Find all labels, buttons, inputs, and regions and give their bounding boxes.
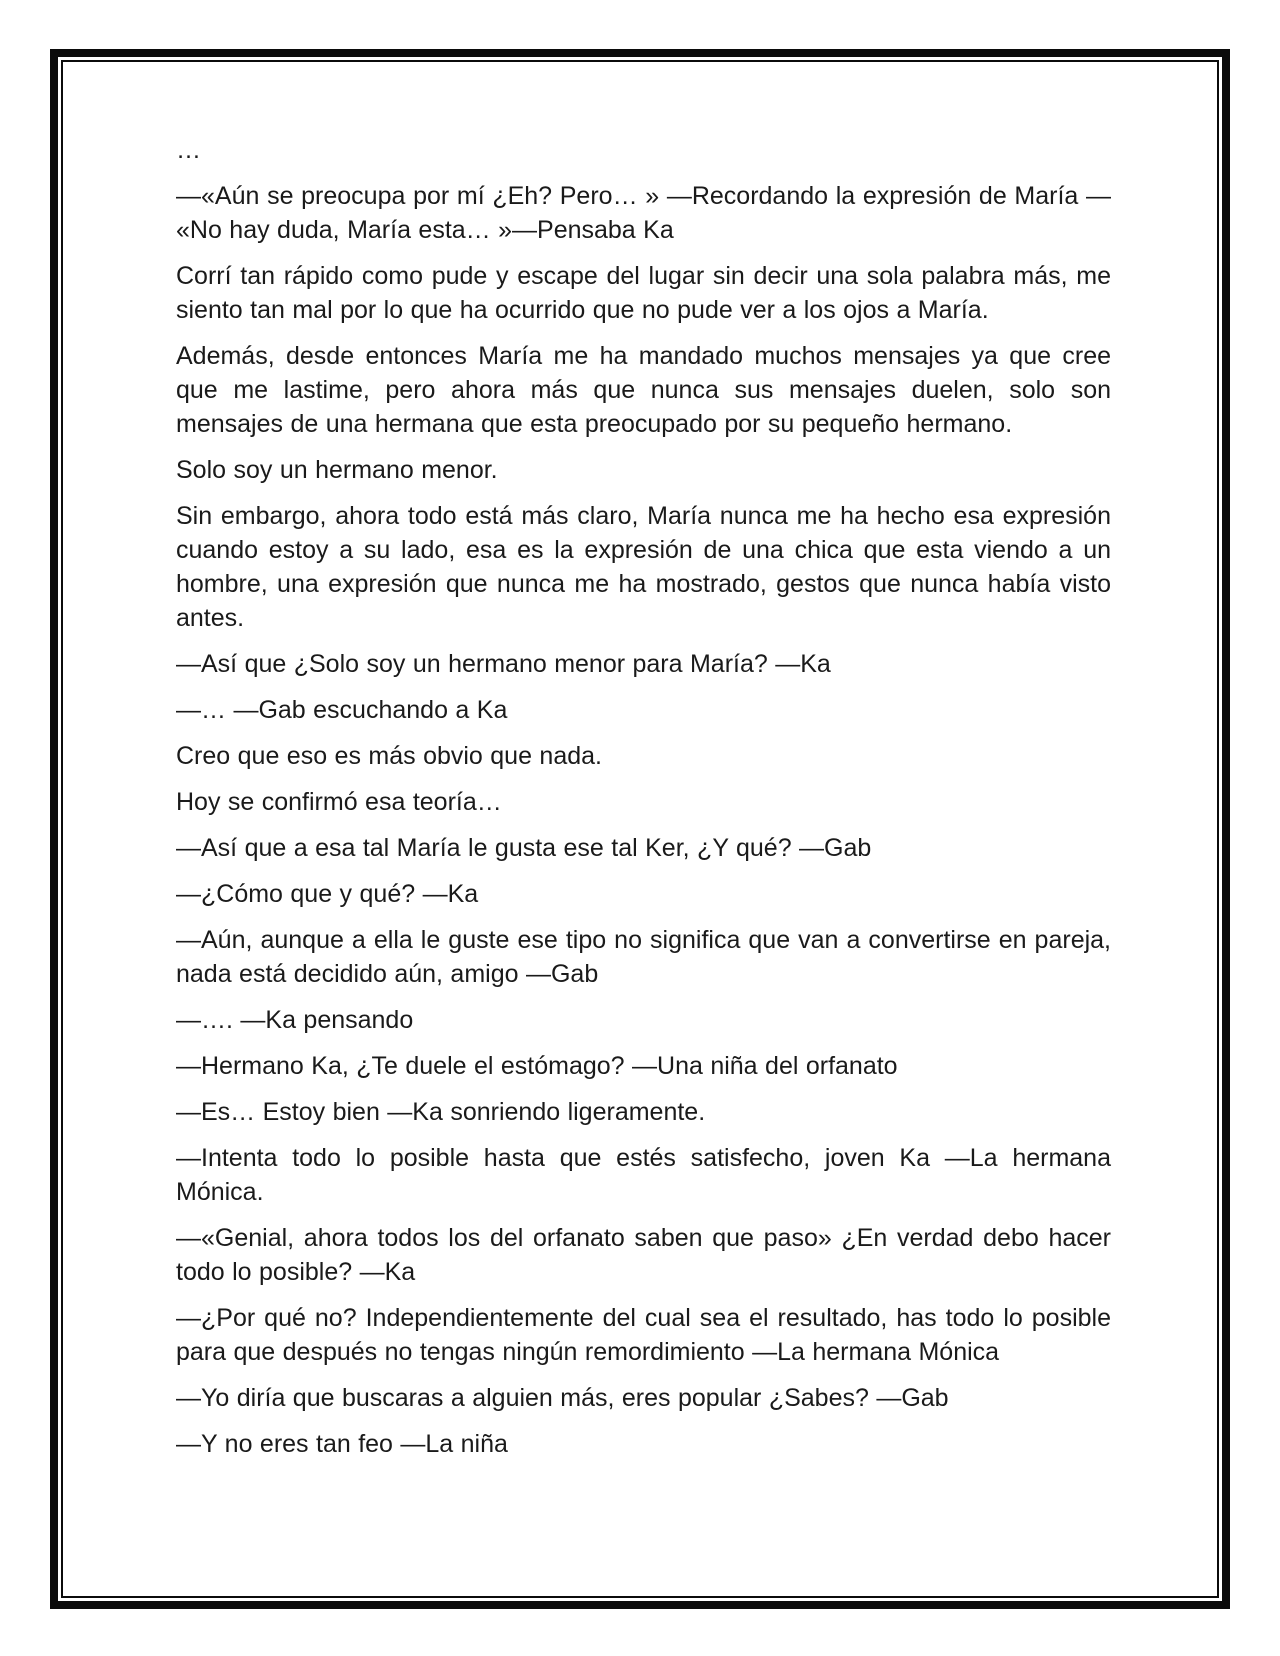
paragraph: —Y no eres tan feo —La niña	[176, 1430, 508, 1458]
paragraph: Creo que eso es más obvio que nada.	[176, 742, 602, 770]
page-border-inner-line	[61, 60, 1219, 1598]
paragraph: Solo soy un hermano menor.	[176, 456, 498, 484]
paragraph: —Intenta todo lo posible hasta que estés satisfecho, joven Ka —La hermana Mónica.	[176, 1144, 1111, 1206]
paragraph: —… —Gab escuchando a Ka	[176, 696, 508, 724]
paragraph: —Así que a esa tal María le gusta ese tal Ker, ¿Y qué? —Gab	[176, 834, 872, 862]
paragraph: Sin embargo, ahora todo está más claro, María nunca me ha hecho esa expresión cuando estoy a su lado, esa es la expresión de una chica que esta viendo a un hombre, una expresión que nunca me ha mostrado, gestos que nunca había visto antes.	[176, 502, 1111, 632]
paragraph: —«Genial, ahora todos los del orfanato saben que paso» ¿En verdad debo hacer todo lo posible? —Ka	[176, 1224, 1111, 1286]
paragraph: —Yo diría que buscaras a alguien más, eres popular ¿Sabes? —Gab	[176, 1384, 949, 1412]
story-text-body	[63, 62, 1217, 1596]
paragraph: —¿Cómo que y qué? —Ka	[176, 880, 479, 908]
paragraph: Además, desde entonces María me ha mandado muchos mensajes ya que cree que me lastime, pero ahora más que nunca sus mensajes duelen, solo son mensajes de una hermana que esta preocupado por su pequeño hermano.	[176, 342, 1111, 438]
paragraph: —«Aún se preocupa por mí ¿Eh? Pero… » —Recordando la expresión de María — «No hay duda, María esta… »—Pensaba Ka	[176, 182, 1111, 244]
paragraph: —¿Por qué no? Independientemente del cual sea el resultado, has todo lo posible para que después no tengas ningún remordimiento —La hermana Mónica	[176, 1304, 1111, 1366]
paragraph: Hoy se confirmó esa teoría…	[176, 788, 502, 816]
paragraph: —Aún, aunque a ella le guste ese tipo no significa que van a convertirse en pareja, nada está decidido aún, amigo —Gab	[176, 926, 1111, 988]
paragraph: —…. —Ka pensando	[176, 1006, 414, 1034]
paragraph: —Es… Estoy bien —Ka sonriendo ligeramente.	[176, 1098, 706, 1126]
paragraph: Corrí tan rápido como pude y escape del lugar sin decir una sola palabra más, me siento tan mal por lo que ha ocurrido que no pude ver a los ojos a María.	[176, 262, 1111, 324]
paragraph: —Así que ¿Solo soy un hermano menor para María? —Ka	[176, 650, 831, 678]
paragraph-ellipsis: …	[176, 136, 201, 164]
page-border-frame	[50, 49, 1230, 1609]
paragraph: —Hermano Ka, ¿Te duele el estómago? —Una niña del orfanato	[176, 1052, 898, 1080]
